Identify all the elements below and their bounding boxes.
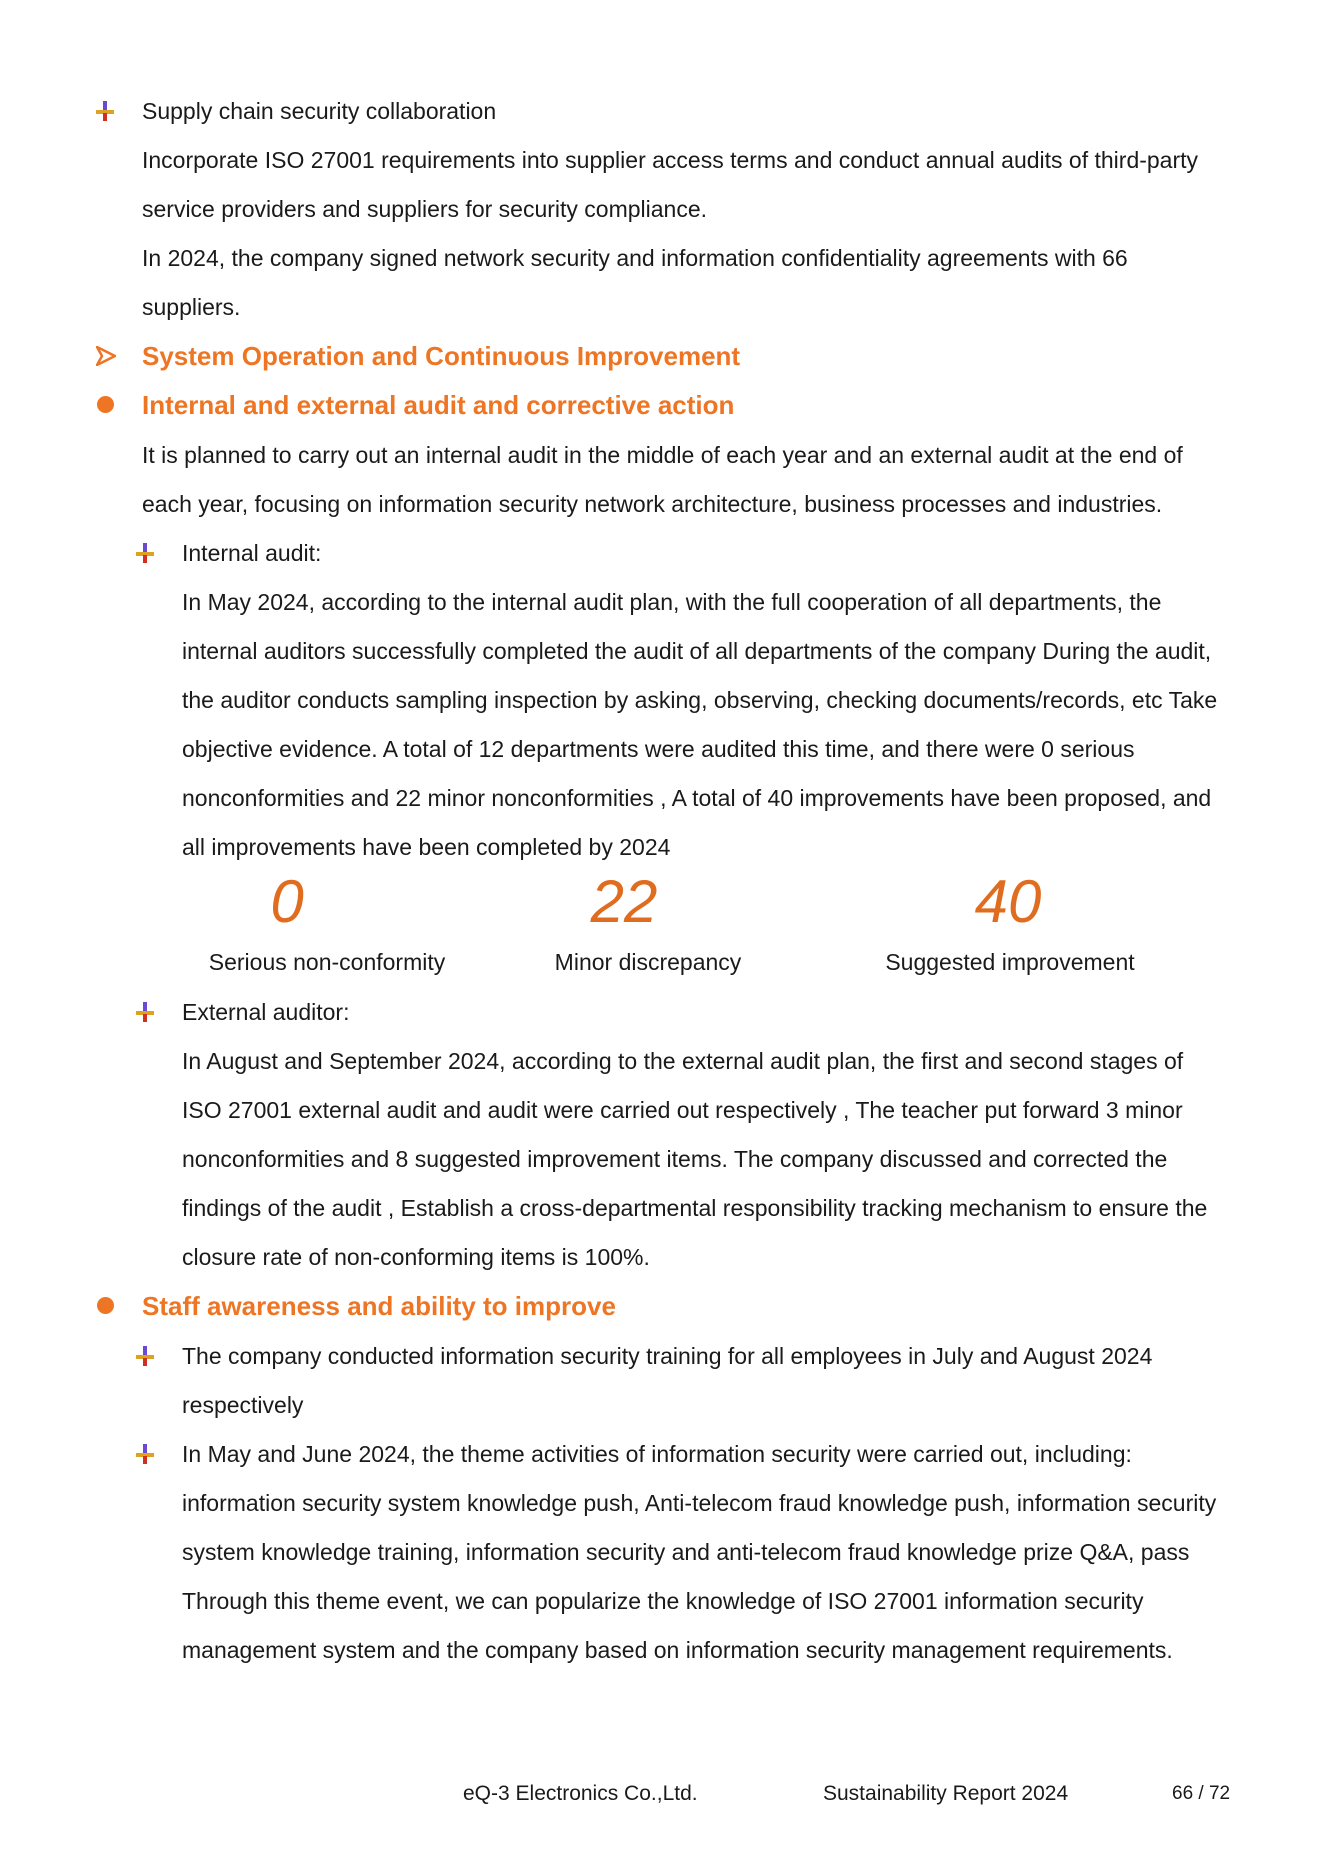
stat-improvement-label: Suggested improvement xyxy=(885,949,1135,975)
footer-report-title: Sustainability Report 2024 xyxy=(823,1782,1069,1805)
staff-item-line: system knowledge training, information security and anti-telecom fraud knowledge prize Q&A, pass xyxy=(182,1539,1190,1565)
internal-audit-line: objective evidence. A total of 12 departments were audited this time, and there were 0 serious xyxy=(182,736,1135,762)
internal-audit-line: nonconformities and 22 minor nonconformities , A total of 40 improvements have been proposed, and xyxy=(182,785,1212,811)
stat-serious-label: Serious non-conformity xyxy=(208,949,446,975)
staff-item-line: In May and June 2024, the theme activities of information security were carried out, including: xyxy=(182,1441,1132,1467)
footer-page-number: 66 / 72 xyxy=(1172,1783,1231,1804)
section-heading: System Operation and Continuous Improvement xyxy=(142,341,741,371)
staff-item-line: information security system knowledge push, Anti-telecom fraud knowledge push, information security xyxy=(182,1490,1217,1516)
internal-audit-line: In May 2024, according to the internal audit plan, with the full cooperation of all departments, the xyxy=(182,589,1162,615)
external-audit-line: In August and September 2024, according to the external audit plan, the first and second stages of xyxy=(182,1048,1184,1074)
staff-heading: Staff awareness and ability to improve xyxy=(142,1291,616,1321)
external-audit-line: nonconformities and 8 suggested improvement items. The company discussed and corrected the xyxy=(182,1146,1168,1172)
staff-item-line: respectively xyxy=(182,1392,304,1418)
plus-bullet-icon xyxy=(136,1346,154,1366)
stat-minor-label: Minor discrepancy xyxy=(554,949,742,975)
plus-bullet-icon xyxy=(136,1002,154,1022)
internal-audit-title: Internal audit: xyxy=(182,540,322,566)
supply-chain-line: In 2024, the company signed network security and information confidentiality agreements with 66 xyxy=(142,245,1128,271)
supply-chain-line: suppliers. xyxy=(142,294,241,320)
supply-chain-line: service providers and suppliers for security compliance. xyxy=(142,196,708,222)
external-audit-line: findings of the audit , Establish a cross-departmental responsibility tracking mechanism to ensure the xyxy=(182,1195,1208,1221)
plus-bullet-icon xyxy=(96,101,114,121)
stat-minor-value: 22 xyxy=(590,868,658,935)
orange-dot-bullet-icon xyxy=(97,1297,114,1314)
external-audit-line: ISO 27001 external audit and audit were carried out respectively , The teacher put forward 3 minor xyxy=(182,1097,1183,1123)
plus-bullet-icon xyxy=(136,1444,154,1464)
audit-intro-line: each year, focusing on information security network architecture, business processes and industries. xyxy=(142,491,1163,517)
internal-audit-line: internal auditors successfully completed the audit of all departments of the company During the audit, xyxy=(182,638,1212,664)
audit-heading: Internal and external audit and corrective action xyxy=(142,390,735,420)
stat-improvement-value: 40 xyxy=(974,868,1042,935)
internal-audit-line: all improvements have been completed by 2024 xyxy=(182,834,671,860)
footer-company: eQ-3 Electronics Co.,Ltd. xyxy=(463,1782,698,1805)
external-audit-line: closure rate of non-conforming items is 100%. xyxy=(182,1244,650,1270)
supply-chain-title: Supply chain security collaboration xyxy=(142,98,497,124)
audit-intro-line: It is planned to carry out an internal audit in the middle of each year and an external audit at the end of xyxy=(142,442,1183,468)
external-audit-title: External auditor: xyxy=(182,999,350,1025)
supply-chain-line: Incorporate ISO 27001 requirements into supplier access terms and conduct annual audits of third-party xyxy=(142,147,1199,173)
staff-item-line: Through this theme event, we can popularize the knowledge of ISO 27001 information security xyxy=(182,1588,1144,1614)
plus-bullet-icon xyxy=(136,543,154,563)
stat-serious-value: 0 xyxy=(270,868,304,935)
arrow-bullet-icon xyxy=(96,346,116,366)
orange-dot-bullet-icon xyxy=(97,396,114,413)
internal-audit-line: the auditor conducts sampling inspection by asking, observing, checking documents/records, etc Take xyxy=(182,687,1218,713)
staff-item-line: management system and the company based on information security management requirements. xyxy=(182,1637,1173,1663)
staff-item-line: The company conducted information security training for all employees in July and August 2024 xyxy=(182,1343,1153,1369)
